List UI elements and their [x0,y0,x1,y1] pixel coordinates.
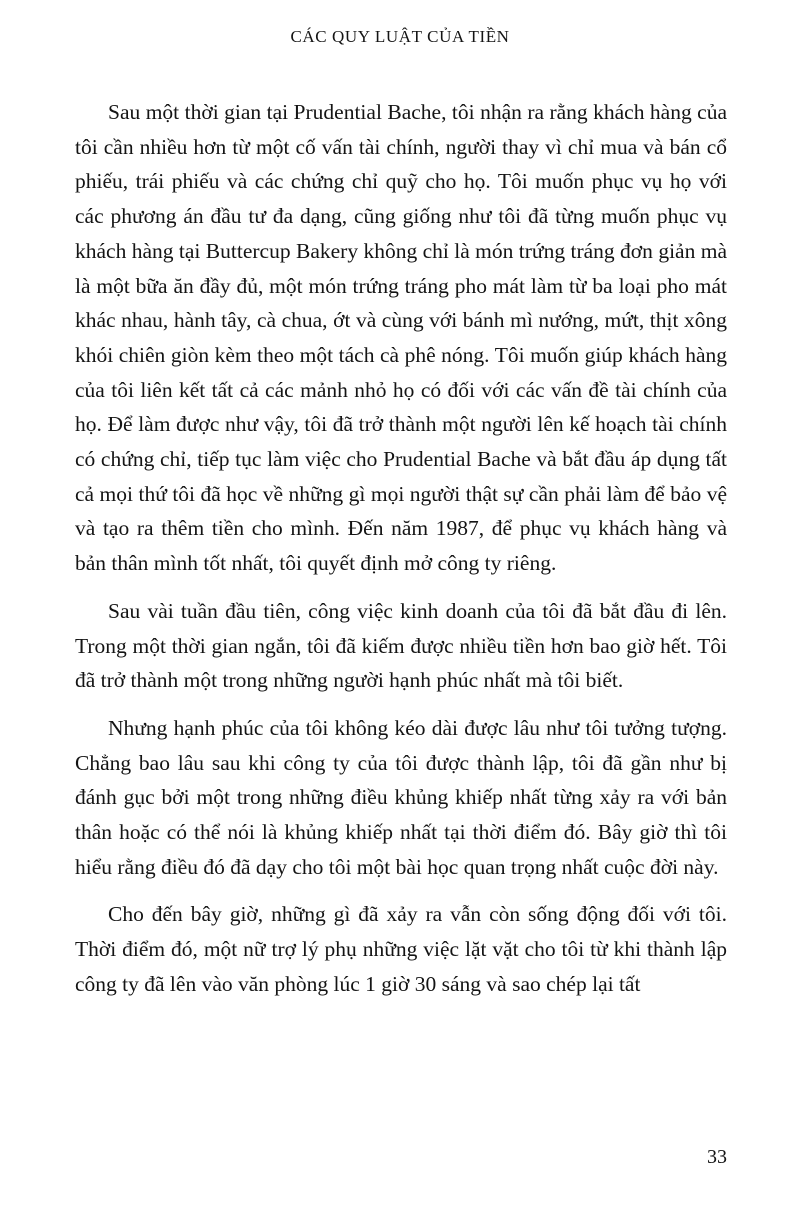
body-text [75,95,727,1015]
paragraph: Cho đến bây giờ, những gì đã xảy ra vẫn còn sống động đối với tôi. Thời điểm đó, một nữ trợ lý phụ những việc lặt vặt cho tôi từ khi thành lập công ty đã lên vào văn phòng lúc 1 giờ 30 sáng và sao chép lại tất [75,902,727,996]
paragraph: Sau một thời gian tại Prudential Bache, tôi nhận ra rằng khách hàng của tôi cần nhiều hơn từ một cố vấn tài chính, người thay vì chỉ mua và bán cổ phiếu, trái phiếu và các chứng chỉ quỹ cho họ. Tôi muốn phục vụ họ với các phương án đầu tư đa dạng, cũng giống như tôi đã từng muốn phục vụ khách hàng tại Buttercup Bakery không chỉ là món trứng tráng đơn giản mà là một bữa ăn đầy đủ, một món trứng tráng pho mát làm từ ba loại pho mát khác nhau, hành tây, cà chua, ớt và cùng với bánh mì nướng, mứt, thịt xông khói chiên giòn kèm theo một tách cà phê nóng. Tôi muốn giúp khách hàng của tôi liên kết tất cả các mảnh nhỏ họ có đối với các vấn đề tài chính của họ. Để làm được như vậy, tôi đã trở thành một người lên kế hoạch tài chính có chứng chỉ, tiếp tục làm việc cho Prudential Bache và bắt đầu áp dụng tất cả mọi thứ tôi đã học về những gì mọi người thật sự cần phải làm để bảo vệ và tạo ra thêm tiền cho mình. Đến năm 1987, để phục vụ khách hàng và bản thân mình tốt nhất, tôi quyết định mở công ty riêng. [75,100,727,576]
running-header: CÁC QUY LUẬT CỦA TIỀN [290,27,510,46]
paragraph: Sau vài tuần đầu tiên, công việc kinh doanh của tôi đã bắt đầu đi lên. Trong một thời gian ngắn, tôi đã kiếm được nhiều tiền hơn bao giờ hết. Tôi đã trở thành một trong những người hạnh phúc nhất mà tôi biết. [75,598,727,693]
paragraph: Nhưng hạnh phúc của tôi không kéo dài được lâu như tôi tưởng tượng. Chẳng bao lâu sau khi công ty của tôi được thành lập, tôi đã gần như bị đánh gục bởi một trong những điều khủng khiếp nhất từng xảy ra với bản thân hoặc có thể nói là khủng khiếp nhất tại thời điểm đó. Bây giờ thì tôi hiểu rằng điều đó đã dạy cho tôi một bài học quan trọng nhất cuộc đời này. [75,715,727,879]
page-number: 33 [707,1146,727,1168]
